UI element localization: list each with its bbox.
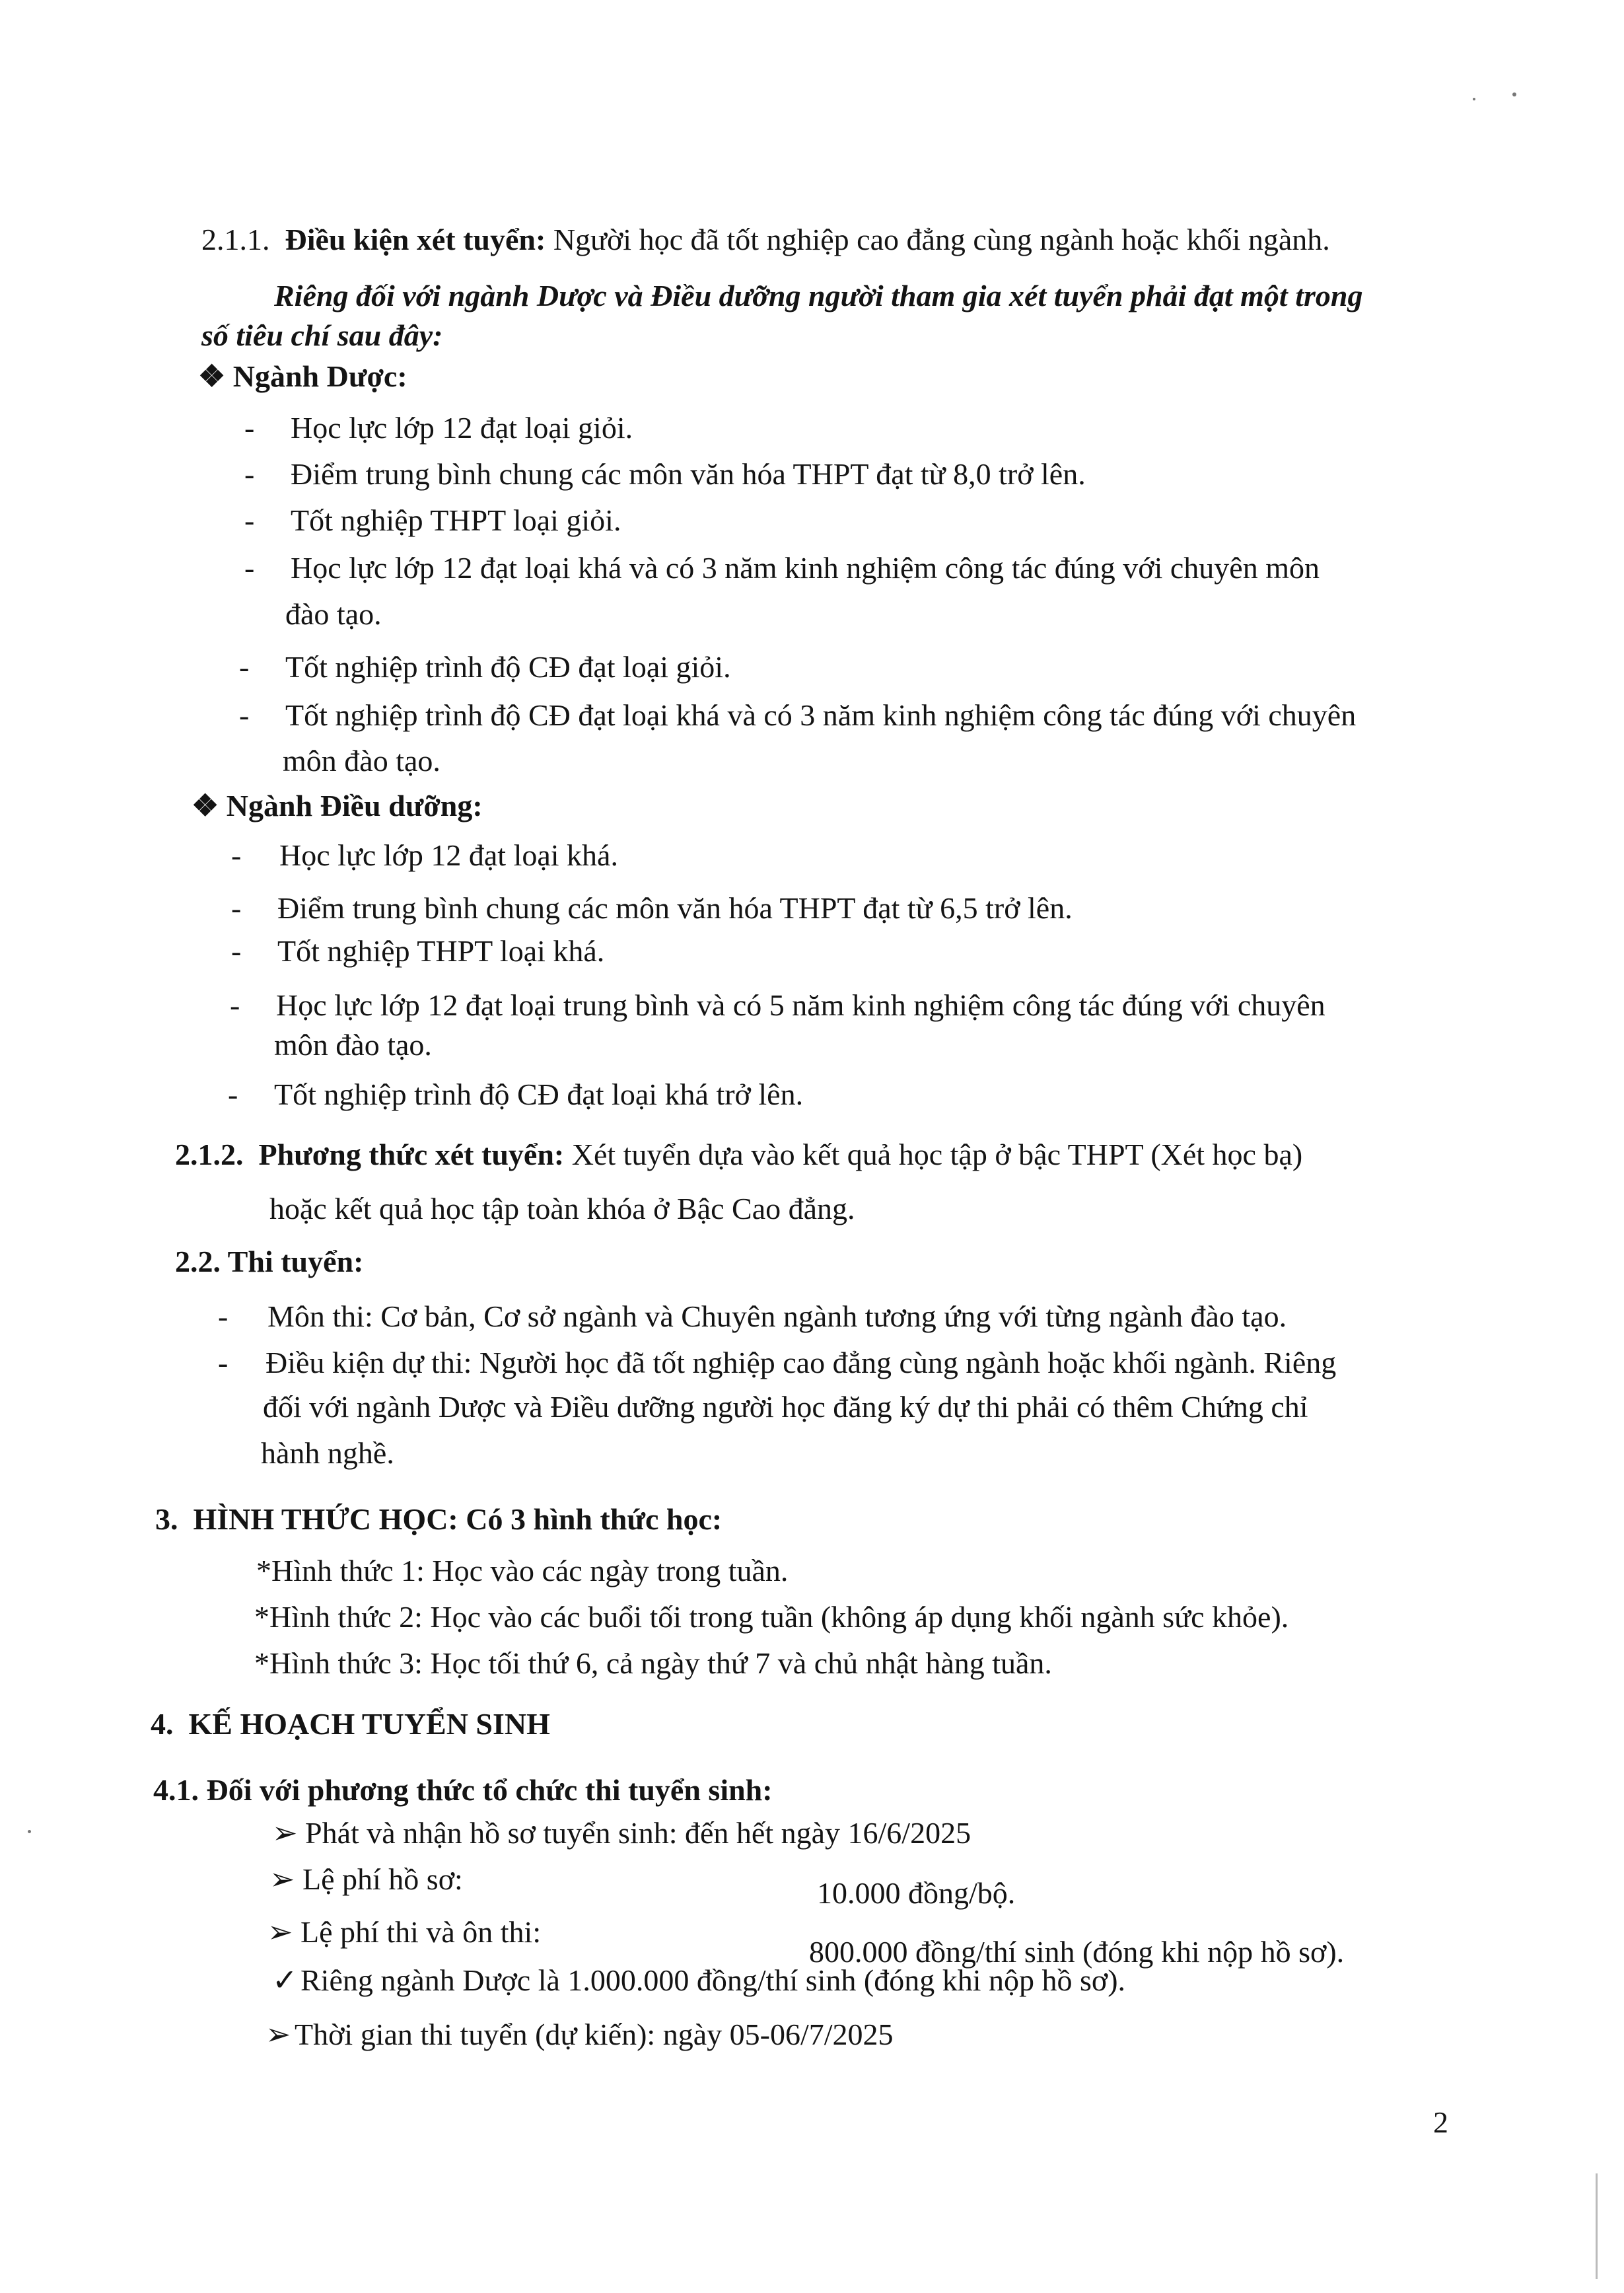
dieuduong-heading — [192, 786, 483, 826]
exam-condition-continued: hành nghề. — [261, 1436, 394, 1470]
dieuduong-title: Ngành Điều dưỡng: — [226, 789, 483, 822]
section-number: 2.1.2. — [175, 1138, 244, 1171]
section-2-1-2-line — [175, 1135, 1302, 1175]
dash-marker: - — [239, 698, 250, 732]
arrow-bullet-icon: ➢ — [265, 2018, 291, 2051]
section-text: Xét tuyển dựa vào kết quả học tập ở bậc THPT (Xét học bạ) — [564, 1138, 1303, 1171]
diamond-bullet-icon: ❖ — [192, 789, 219, 822]
dash-marker: - — [230, 988, 240, 1022]
application-fee-value: 10.000 đồng/bộ. — [817, 1876, 1016, 1910]
scan-speck — [1512, 92, 1516, 96]
arrow-bullet-icon: ➢ — [272, 1816, 298, 1850]
pharmacy-fee-line: Riêng ngành Dược là 1.000.000 đồng/thí sinh (đóng khi nộp hồ sơ). — [300, 1963, 1126, 1997]
dash-marker: - — [218, 1299, 229, 1333]
dieuduong-item-continued: môn đào tạo. — [274, 1028, 432, 1062]
exam-subjects-line: Môn thi: Cơ bản, Cơ sở ngành và Chuyên ngành tương ứng với từng ngành đào tạo. — [267, 1299, 1287, 1333]
section-number: 2.1.1. — [201, 223, 270, 256]
duoc-item: Tốt nghiệp THPT loại giỏi. — [291, 503, 621, 537]
arrow-bullet-icon: ➢ — [269, 1862, 295, 1896]
diamond-bullet-icon: ❖ — [198, 359, 226, 393]
section-2-1-2-continued: hoặc kết quả học tập toàn khóa ở Bậc Cao đẳng. — [269, 1192, 855, 1225]
section-number: 3. — [155, 1502, 178, 1536]
scan-speck — [1473, 98, 1475, 100]
section-heading: Phương thức xét tuyển: — [258, 1138, 565, 1171]
note-line-1: Riêng đối với ngành Dược và Điều dưỡng người tham gia xét tuyển phải đạt một trong — [274, 279, 1363, 312]
dash-marker: - — [244, 503, 255, 537]
duoc-item-continued: đào tạo. — [285, 597, 382, 631]
page-number: 2 — [1433, 2105, 1448, 2139]
section-number: 4. — [151, 1707, 174, 1741]
dieuduong-item: Tốt nghiệp THPT loại khá. — [277, 934, 605, 968]
section-3-heading-line — [155, 1500, 722, 1539]
duoc-heading — [198, 357, 407, 396]
duoc-item: Tốt nghiệp trình độ CĐ đạt loại giỏi. — [285, 650, 731, 684]
section-4-heading-line — [151, 1704, 550, 1744]
duoc-item: Điểm trung bình chung các môn văn hóa THPT đạt từ 8,0 trở lên. — [291, 457, 1086, 491]
duoc-item: Học lực lớp 12 đạt loại giỏi. — [291, 411, 633, 445]
study-form-3: *Hình thức 3: Học tối thứ 6, cả ngày thứ 7 và chủ nhật hàng tuần. — [254, 1646, 1052, 1680]
arrow-bullet-icon: ➢ — [267, 1915, 293, 1949]
exam-fee-label: Lệ phí thi và ôn thi: — [300, 1915, 542, 1949]
dash-marker: - — [231, 934, 242, 968]
dash-marker: - — [231, 838, 242, 872]
dash-marker: - — [231, 891, 242, 925]
section-text: Người học đã tốt nghiệp cao đẳng cùng ngành hoặc khối ngành. — [546, 223, 1330, 256]
dieuduong-item: Học lực lớp 12 đạt loại trung bình và có 5 năm kinh nghiệm công tác đúng với chuyên — [276, 988, 1325, 1022]
exam-fee-value: 800.000 đồng/thí sinh (đóng khi nộp hồ sơ). — [809, 1935, 1345, 1969]
section-heading: HÌNH THỨC HỌC: Có 3 hình thức học: — [193, 1502, 723, 1536]
section-heading: Điều kiện xét tuyển: — [285, 223, 546, 256]
dash-marker: - — [228, 1077, 238, 1111]
application-deadline: Phát và nhận hồ sơ tuyển sinh: đến hết ngày 16/6/2025 — [305, 1816, 971, 1850]
dieuduong-item: Học lực lớp 12 đạt loại khá. — [279, 838, 618, 872]
exam-condition-line: Điều kiện dự thi: Người học đã tốt nghiệp cao đẳng cùng ngành hoặc khối ngành. Riêng — [265, 1346, 1337, 1379]
duoc-title: Ngành Dược: — [232, 359, 407, 393]
scan-speck — [28, 1830, 31, 1833]
check-bullet-icon: ✓ — [272, 1963, 298, 1997]
exam-condition-continued: đối với ngành Dược và Điều dưỡng người học đăng ký dự thi phải có thêm Chứng chỉ — [263, 1390, 1308, 1424]
dash-marker: - — [244, 457, 255, 491]
application-fee-label: Lệ phí hồ sơ: — [302, 1862, 463, 1896]
dieuduong-item: Tốt nghiệp trình độ CĐ đạt loại khá trở lên. — [274, 1077, 804, 1111]
section-2-2-heading: 2.2. Thi tuyển: — [175, 1245, 364, 1278]
duoc-item: Tốt nghiệp trình độ CĐ đạt loại khá và có 3 năm kinh nghiệm công tác đúng với chuyên — [285, 698, 1357, 732]
dieuduong-item: Điểm trung bình chung các môn văn hóa THPT đạt từ 6,5 trở lên. — [277, 891, 1073, 925]
dash-marker: - — [239, 650, 250, 684]
study-form-1: *Hình thức 1: Học vào các ngày trong tuần. — [256, 1554, 789, 1587]
dash-marker: - — [244, 551, 255, 585]
section-2-1-1-line — [201, 220, 1330, 260]
note-line-2: số tiêu chí sau đây: — [201, 318, 443, 352]
dash-marker: - — [218, 1346, 229, 1379]
duoc-item: Học lực lớp 12 đạt loại khá và có 3 năm kinh nghiệm công tác đúng với chuyên môn — [291, 551, 1320, 585]
exam-date-line: Thời gian thi tuyển (dự kiến): ngày 05-06/7/2025 — [295, 2018, 894, 2051]
scan-edge-line — [1596, 2173, 1598, 2279]
dash-marker: - — [244, 411, 255, 445]
section-heading: KẾ HOẠCH TUYỂN SINH — [188, 1707, 550, 1741]
duoc-item-continued: môn đào tạo. — [283, 744, 441, 778]
study-form-2: *Hình thức 2: Học vào các buổi tối trong tuần (không áp dụng khối ngành sức khỏe). — [254, 1600, 1289, 1634]
section-4-1-heading: 4.1. Đối với phương thức tổ chức thi tuyển sinh: — [153, 1773, 773, 1807]
